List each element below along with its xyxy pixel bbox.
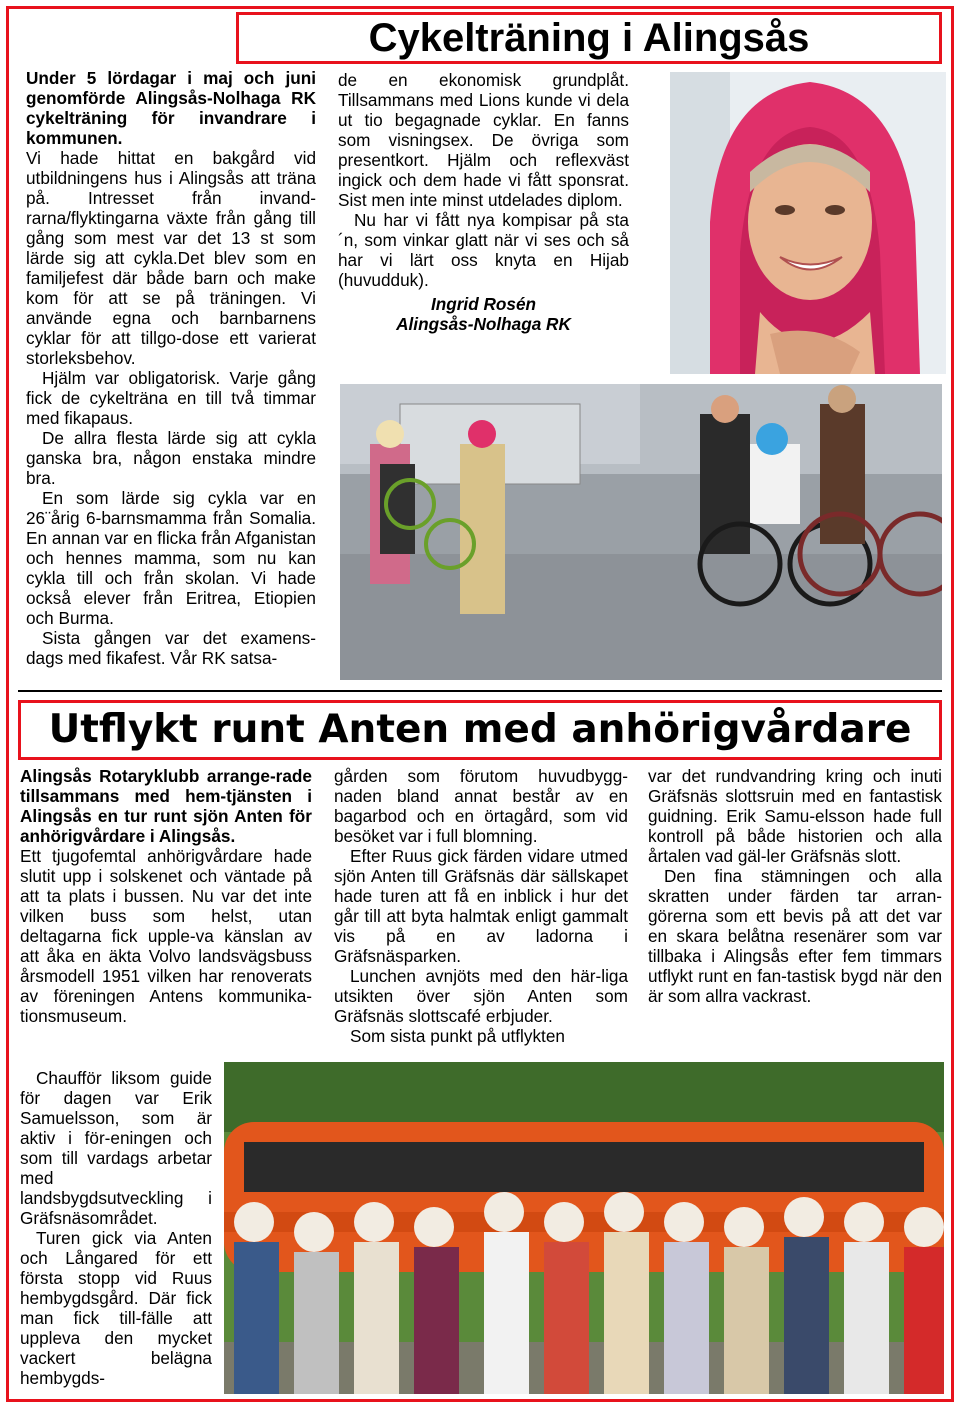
- article2-column-1b: [20, 1068, 212, 1388]
- article2-lead: Alingsås Rotaryklubb arrange-rade tillsammans med hem-tjänsten i Alingsås en tur runt sjön Anten för anhörigvårdare i Alingsås.: [20, 766, 312, 846]
- article1-title: Cykelträning i Alingsås: [236, 12, 942, 64]
- article2-paragraph: Som sista punkt på utflykten: [350, 1026, 565, 1046]
- article2-paragraph: gården som förutom huvudbygg-naden bland annat består av en bagarbod och en örtagård, som vid besöket var i full blomning.: [334, 766, 628, 846]
- article1-column-1: [26, 68, 316, 668]
- article1-paragraph: En som lärde sig cykla var en 26¨årig 6-barnsmamma från Somalia. En annan var en flicka från Afganistan och hennes mamma, som nu kan cykla till och från skolan. Vi hade också elever från Eritrea, Etiopien och Burma.: [26, 488, 316, 628]
- cycling-photo: [340, 384, 942, 680]
- article1-paragraph: de en ekonomisk grundplåt. Tillsammans med Lions kunde vi dela ut tio begagnade cyklar. En fanns som visningsex. De övriga som presentkort. Hjälm och reflexväst ingick och dem hade vi fått sponsrat. Sist men inte minst utdelades diplom.: [338, 70, 629, 210]
- article2-column-1: [20, 766, 312, 1026]
- article2-paragraph: var det rundvandring kring och inuti Gräfsnäs slottsruin med en fantastisk guidning. Erik Samu-elsson hade full kontroll på både historien och alla årtalen vad gäl-ler Gräfsnäs slott.: [648, 766, 942, 866]
- author-organization: Alingsås-Nolhaga RK: [396, 314, 571, 334]
- article2-column-2: [334, 766, 628, 1046]
- article2-paragraph: Chaufför liksom guide för dagen var Erik Samuelsson, som är aktiv i för-eningen och som till vardags arbetar med landsbygdsutveckling i Gräfsnäsområdet.: [20, 1068, 212, 1228]
- article1-paragraph: Sista gången var det examens-dags med fikafest. Vår RK satsa-: [26, 628, 316, 668]
- article2-paragraph: Turen gick via Anten och Långared för ett första stopp vid Ruus hembygdsgård. Där fick man fick till-fälle att uppleva den mycket vackert belägna hembygds-: [20, 1228, 212, 1388]
- article1-paragraph: Vi hade hittat en bakgård vid utbildningens hus i Alingsås att träna på. Intresset från invand-rarna/flyktingarna växte från gång till gång som mest var det 13 st som lärde sig att cykla.Det blev som en familjefest där både barn och make kom för att se på träningen. Vi använde egna och barnbarnens cyklar för att tillgo-dose ett varierat storleksbehov.: [26, 148, 316, 368]
- group-photo: [224, 1062, 944, 1394]
- article1-paragraph: De allra flesta lärde sig att cykla ganska bra, någon enstaka mindre bra.: [26, 428, 316, 488]
- article1-paragraph: Nu har vi fått nya kompisar på sta´n, som vinkar glatt när vi ses och så har vi lärt oss knyta en Hijab (huvudduk).: [338, 210, 629, 290]
- article2-column-3: [648, 766, 942, 1006]
- article1-lead: Under 5 lördagar i maj och juni genomförde Alingsås-Nolhaga RK cykelträning för invandrare i kommunen.: [26, 68, 316, 148]
- author-name: Ingrid Rosén: [430, 294, 537, 314]
- portrait-photo: [670, 72, 946, 374]
- article2-paragraph: Den fina stämningen och alla skratten under färden tar arran-görerna som ett bevis på att det var en skara belåtna resenärer som var tillbaka i Alingsås efter fem timmars utflykt runt en fan-tastisk bygd när den är som allra vackrast.: [648, 866, 942, 1006]
- article2-paragraph: Lunchen avnjöts med den här-liga utsikten över sjön Anten som Gräfsnäs slottscafé erbjuder.: [334, 966, 628, 1026]
- section-divider: [18, 690, 942, 692]
- article1-paragraph: Hjälm var obligatorisk. Varje gång fick de cykelträna en till två timmar med fikapaus.: [26, 368, 316, 428]
- article2-paragraph: Efter Ruus gick färden vidare utmed sjön Anten till Gräfsnäs där sällskapet hade turen att få en inblick i hur det går till att byta halmtak enligt gammalt vis på en av ladorna i Gräfsnäsparken.: [334, 846, 628, 966]
- article1-column-2: [338, 70, 629, 334]
- article2-paragraph: Ett tjugofemtal anhörigvårdare hade slutit upp i solskenet och väntade på att ta plats i bussen. Nu var det inte vilken buss som helst, utan deltagarna fick upple-va känslan av att åka en äkta Volvo landsvägsbuss årsmodell 1951 vilken har renoverats av föreningen Antens kommunika-tionsmuseum.: [20, 846, 312, 1026]
- article2-title: Utflykt runt Anten med anhörigvårdare: [18, 700, 942, 760]
